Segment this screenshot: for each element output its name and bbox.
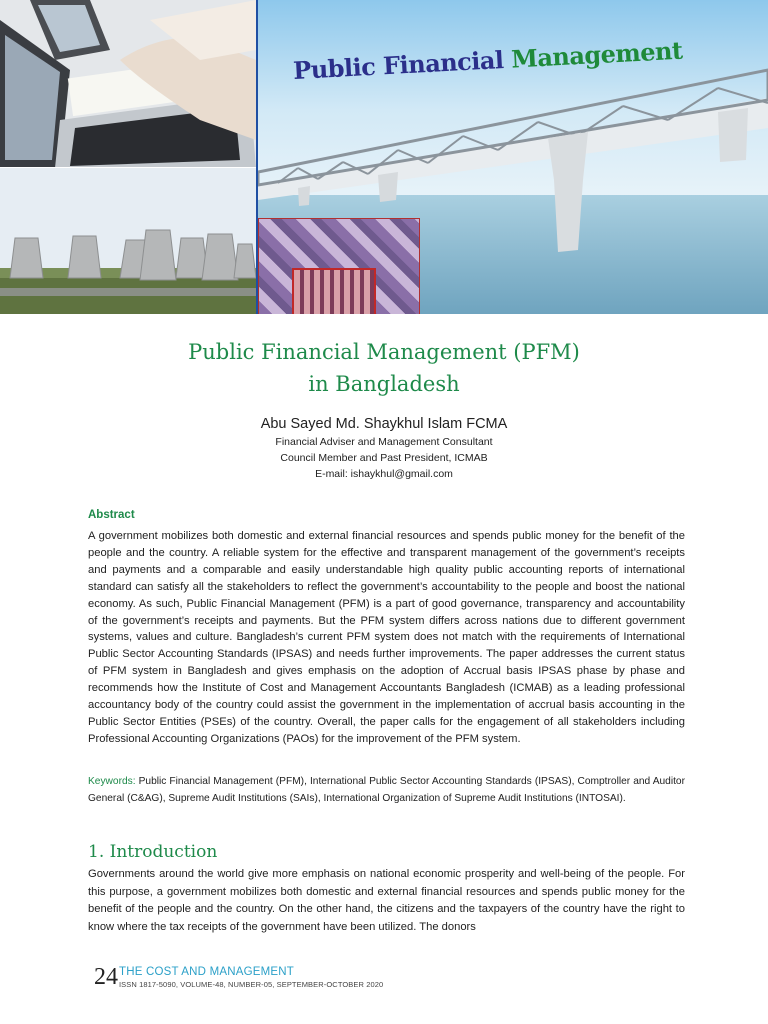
page-number: 24 [94, 964, 118, 990]
author-affiliation-2: Council Member and Past President, ICMAB [280, 452, 488, 464]
author-name: Abu Sayed Md. Shaykhul Islam FCMA [260, 416, 508, 432]
abstract-heading: Abstract [88, 509, 135, 521]
keywords-paragraph [88, 774, 685, 807]
header-banner [0, 0, 768, 314]
introduction-body: Governments around the world give more emphasis on national economic prosperity and well-being of the people. For this purpose, a government mobilizes both domestic and external financial resources and spends public money for the benefit of the people and the country. On the other hand, the citizens and the taxpayers of the country have the right to know where the tax receipts of the government have been utilized. The donors [88, 868, 685, 933]
author-affiliation-1: Financial Adviser and Management Consultant [275, 436, 493, 448]
author-email: E-mail: ishaykhul@gmail.com [315, 468, 453, 480]
keywords-text: Public Financial Management (PFM), International Public Sector Accounting Standards (IPSAS), Comptroller and Auditor General (C&AG), Supreme Audit Institutions (SAIs), International Organization of Supreme Audit Institutions (INTOSAI). [88, 776, 685, 804]
article-title-line2: in Bangladesh [308, 372, 460, 396]
article-title-line1: Public Financial Management (PFM) [188, 340, 580, 364]
introduction-heading: 1. Introduction [88, 842, 218, 862]
abstract-body: A government mobilizes both domestic and external financial resources and spends public money for the benefit of the people and the country. A reliable system for the effective and transparent management of the government’s receipts and payments and a comparable and easily understandable high quality public accounting reports of international standard can satisfy all the stakeholders to reflect the government’s accountability to the people and boost the national economy. As such, Public Financial Management (PFM) is a part of good governance, transparency and accountability of the government’s receipts and payments. But the PFM system differs across nations due to different government systems, values and culture. Bangladesh’s current PFM system does not match with the requirements of International Public Sector Accounting Standards (IPSAS) and needs further improvements. The paper addresses the current status of PFM system in Bangladesh and gives emphasis on the adoption of Accrual basis IPSAS phase by phase and recommends how the Institute of Cost and Management Accountants Bangladesh (ICMAB) as a leading professional accountancy body of the country could assist the government in the implementation of accrual basis accounting in the Public Sector Entities (PSEs) of the country. Overall, the paper calls for the engagement of all stakeholders including Professional Accounting Organizations (PAOs) for the improvement of the PFM system. [88, 530, 685, 745]
banner-title-part1: Public Financial [292, 44, 513, 85]
journal-name: THE COST AND MANAGEMENT [119, 966, 294, 978]
laptop-photo [0, 0, 256, 168]
issn-line: ISSN 1817-5090, VOLUME-48, NUMBER-05, SEPTEMBER-OCTOBER 2020 [119, 980, 384, 989]
banner-title-part2: Management [510, 35, 684, 74]
keywords-label: Keywords: [88, 776, 136, 787]
currency-bundle-photo [292, 268, 376, 314]
power-plant-photo [0, 168, 256, 314]
